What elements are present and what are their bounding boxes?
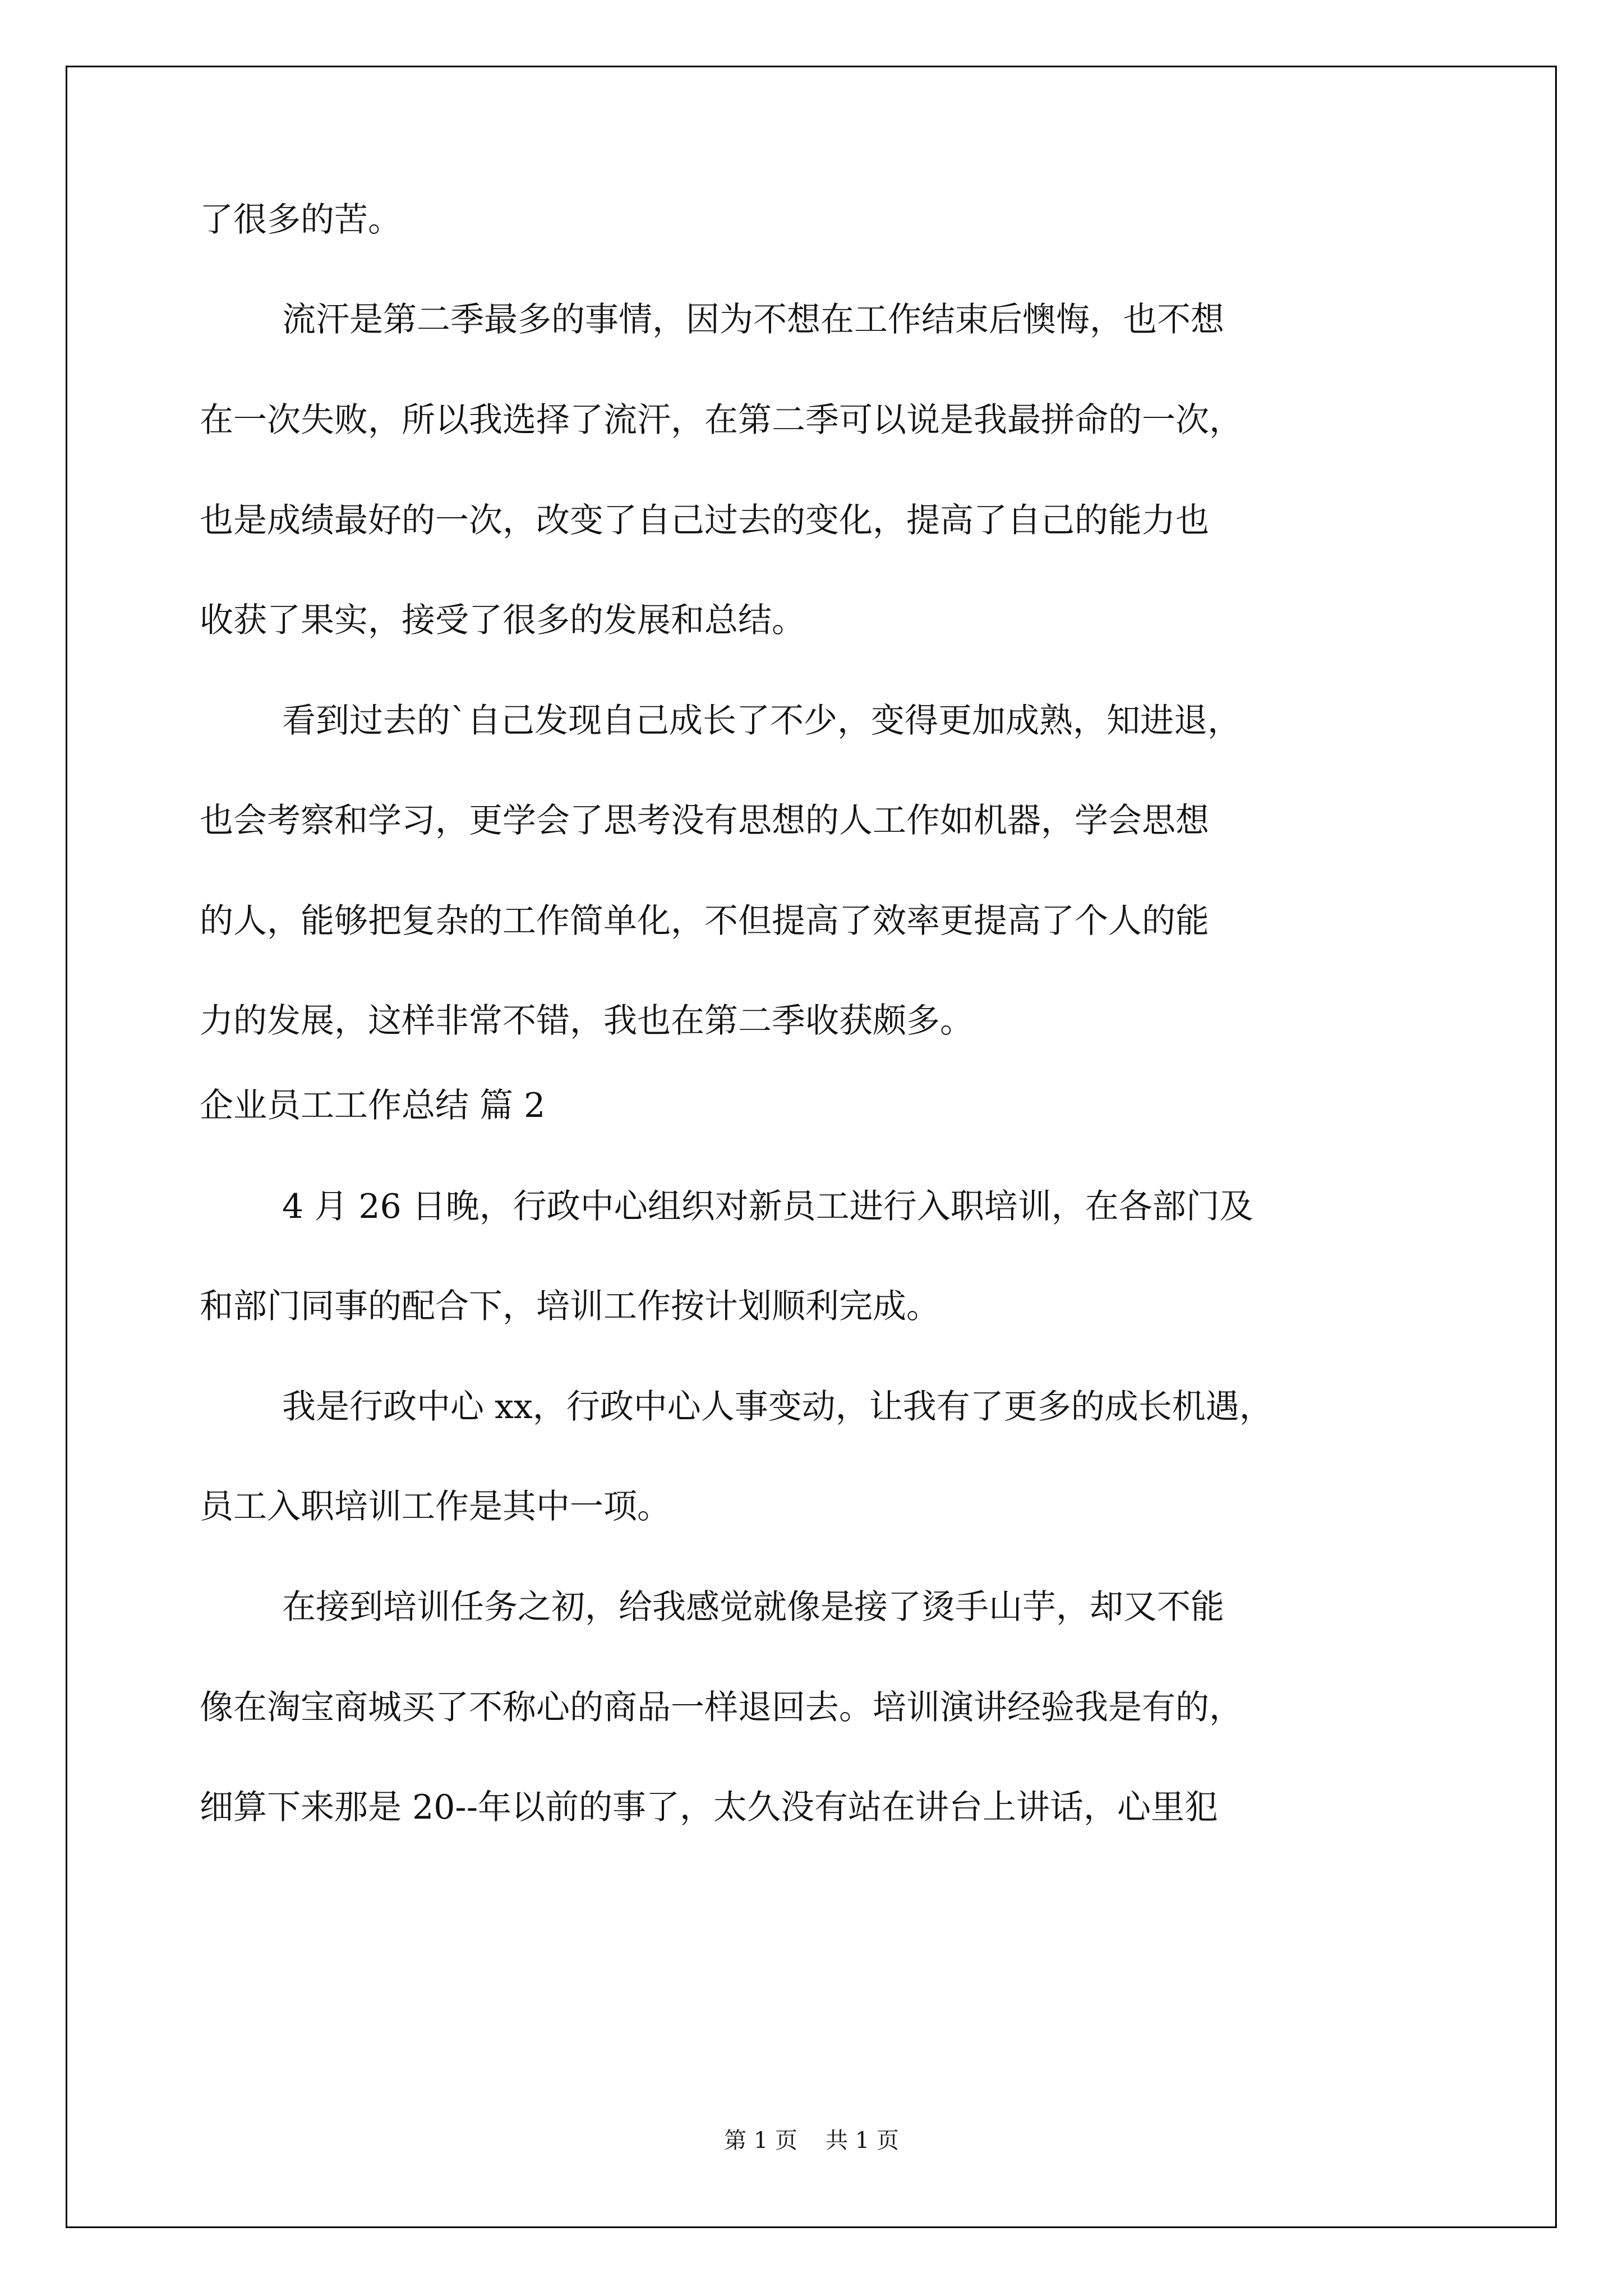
text-line: 也会考察和学习，更学会了思考没有思想的人工作如机器，学会思想: [200, 801, 1209, 840]
paragraph-start: 在接到培训任务之初，给我感觉就像是接了烫手山芋，却又不能: [282, 1588, 1224, 1627]
text-line: 细算下来那是 20--年以前的事了，太久没有站在讲台上讲话，心里犯: [200, 1788, 1218, 1827]
page-total: 共 1 页: [826, 2128, 899, 2154]
text-line: 收获了果实，接受了很多的发展和总结。: [200, 601, 805, 640]
page-footer: [0, 2129, 1623, 2152]
paragraph-start: 看到过去的`自己发现自己成长了不少，变得更加成熟，知进退，: [282, 701, 1241, 740]
page-number: 第 1 页: [724, 2128, 797, 2154]
text-line: 员工入职培训工作是其中一项。: [200, 1487, 671, 1526]
text-line: 的人，能够把复杂的工作简单化，不但提高了效率更提高了个人的能: [200, 901, 1209, 941]
paragraph-start: 流汗是第二季最多的事情，因为不想在工作结束后懊悔，也不想: [282, 300, 1224, 339]
text-line: 也是成绩最好的一次，改变了自己过去的变化，提高了自己的能力也: [200, 501, 1209, 540]
section-heading: 企业员工工作总结 篇 2: [200, 1086, 546, 1125]
paragraph-start: 4 月 26 日晚，行政中心组织对新员工进行入职培训，在各部门及: [282, 1187, 1253, 1226]
text-line: 力的发展，这样非常不错，我也在第二季收获颇多。: [200, 1001, 974, 1041]
text-line: 了很多的苦。: [200, 200, 402, 240]
text-line: 像在淘宝商城买了不称心的商品一样退回去。培训演讲经验我是有的，: [200, 1688, 1243, 1727]
page-border: [66, 66, 1557, 2228]
text-line: 在一次失败，所以我选择了流汗，在第二季可以说是我最拼命的一次，: [200, 401, 1243, 440]
paragraph-start: 我是行政中心 xx，行政中心人事变动，让我有了更多的成长机遇，: [282, 1387, 1273, 1427]
text-line: 和部门同事的配合下，培训工作按计划顺利完成。: [200, 1287, 940, 1326]
